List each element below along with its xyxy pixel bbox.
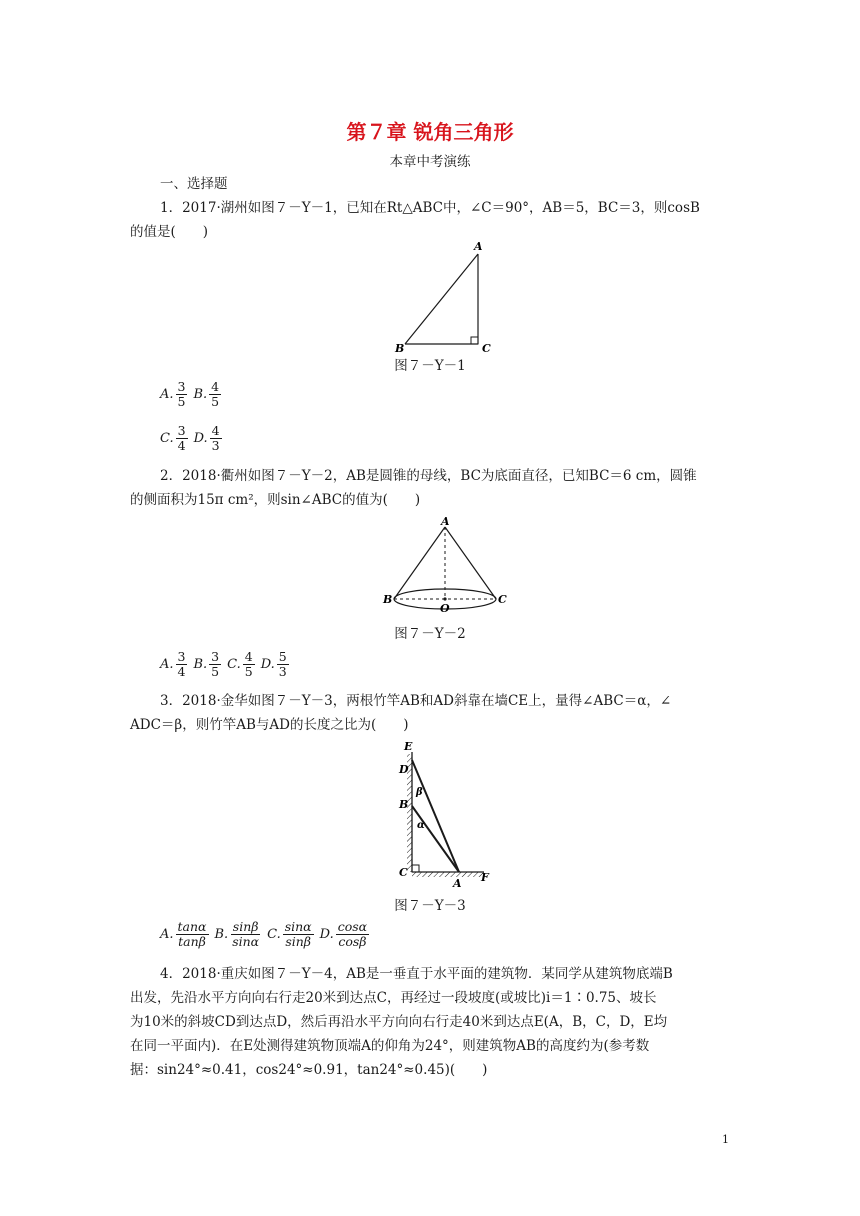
q3-option-c: C. $\frac{\sin\alpha}{\sin\beta}$ bbox=[267, 919, 312, 949]
label-point-b: B bbox=[399, 798, 409, 811]
label-point-a: A bbox=[453, 877, 462, 890]
label-angle-beta: β bbox=[416, 787, 423, 798]
page-number: 1 bbox=[722, 1133, 729, 1146]
q2-option-c: C. $\frac{4}{5}$ bbox=[227, 649, 253, 679]
q2-option-d: D. $\frac{5}{3}$ bbox=[260, 649, 287, 679]
q2-options-row bbox=[160, 650, 289, 679]
q4-text-line1: 4．2018·重庆如图７－Y－4，AB是一垂直于水平面的建筑物．某同学从建筑物底端B bbox=[160, 966, 673, 982]
q1-options-row2 bbox=[160, 424, 222, 453]
segment-ab bbox=[394, 527, 445, 599]
q2-text-line1: 2．2018·衢州如图７－Y－2，AB是圆锥的母线，BC为底面直径，已知BC＝6 cm，圆锥 bbox=[160, 468, 697, 484]
label-point-c: C bbox=[399, 866, 408, 879]
q2-option-a: A. $\frac{3}{4}$ bbox=[160, 649, 186, 679]
q1-text-line2: 的值是( ) bbox=[130, 224, 209, 240]
label-angle-alpha: α bbox=[417, 820, 425, 831]
q3-text-line1: 3．2018·金华如图７－Y－3，两根竹竿AB和AD斜靠在墙CE上，量得∠ABC＝α，∠ bbox=[160, 693, 672, 709]
q1-text-line1: 1．2017·湖州如图７－Y－1，已知在Rt△ABC中，∠C＝90°，AB＝5，BC＝3，则cosB bbox=[160, 200, 700, 216]
chapter-subtitle: 本章中考演练 bbox=[389, 154, 471, 170]
q4-text-line4: 在同一平面内)．在E处测得建筑物顶端A的仰角为24°，则建筑物AB的高度约为(参考数 bbox=[130, 1038, 650, 1054]
figure-right-triangle bbox=[390, 238, 500, 356]
label-point-f: F bbox=[481, 871, 489, 884]
segment-ac bbox=[445, 527, 496, 599]
label-point-o: O bbox=[440, 602, 450, 615]
label-point-d: D bbox=[399, 763, 409, 776]
ground-hatching bbox=[412, 872, 484, 877]
q3-options-row bbox=[160, 920, 369, 949]
q1-options-row1 bbox=[160, 380, 221, 409]
right-angle-mark bbox=[471, 337, 478, 344]
label-point-c: C bbox=[482, 342, 491, 355]
figure-bamboo-poles bbox=[395, 740, 495, 890]
figure-caption-3: 图７－Y－3 bbox=[394, 898, 466, 914]
label-point-e: E bbox=[404, 740, 413, 753]
right-angle-mark bbox=[412, 865, 419, 872]
q4-text-line2: 出发，先沿水平方向向右行走20米到达点C，再经过一段坡度(或坡比)i＝1∶0.75、坡长 bbox=[130, 990, 657, 1006]
q1-option-a: A. $\frac{3}{5}$ bbox=[160, 379, 186, 409]
chapter-title: 第７章 锐角三角形 bbox=[346, 120, 514, 144]
segment-ab bbox=[405, 254, 478, 344]
figure-caption-2: 图７－Y－2 bbox=[394, 626, 466, 642]
q3-option-b: B. $\frac{\sin\beta}{\sin\alpha}$ bbox=[214, 919, 260, 949]
q3-option-d: D. $\frac{\cos\alpha}{\cos\beta}$ bbox=[319, 919, 368, 949]
label-point-c: C bbox=[498, 593, 507, 606]
q1-option-b: B. $\frac{4}{5}$ bbox=[193, 379, 220, 409]
label-point-a: A bbox=[441, 515, 450, 528]
q1-option-c: C. $\frac{3}{4}$ bbox=[160, 423, 186, 453]
q4-text-line5: 据：sin24°≈0.41，cos24°≈0.91，tan24°≈0.45)( ) bbox=[130, 1062, 488, 1078]
q1-option-d: D. $\frac{4}{3}$ bbox=[193, 423, 220, 453]
figure-cone bbox=[378, 515, 514, 615]
point-o bbox=[443, 597, 446, 600]
figure-caption-1: 图７－Y－1 bbox=[394, 358, 466, 374]
label-point-b: B bbox=[395, 342, 405, 355]
label-point-b: B bbox=[383, 593, 393, 606]
q3-text-line2: ADC＝β，则竹竿AB与AD的长度之比为( ) bbox=[130, 717, 409, 733]
label-point-a: A bbox=[474, 240, 483, 253]
q3-option-a: A. $\frac{\tan\alpha}{\tan\beta}$ bbox=[160, 919, 207, 949]
section-heading: 一、选择题 bbox=[160, 176, 228, 192]
q2-option-b: B. $\frac{3}{5}$ bbox=[193, 649, 220, 679]
q4-text-line3: 为10米的斜坡CD到达点D，然后再沿水平方向向右行走40米到达点E(A，B，C，D，E均 bbox=[130, 1014, 668, 1030]
q2-text-line2: 的侧面积为15π cm²，则sin∠ABC的值为( ) bbox=[130, 492, 421, 508]
